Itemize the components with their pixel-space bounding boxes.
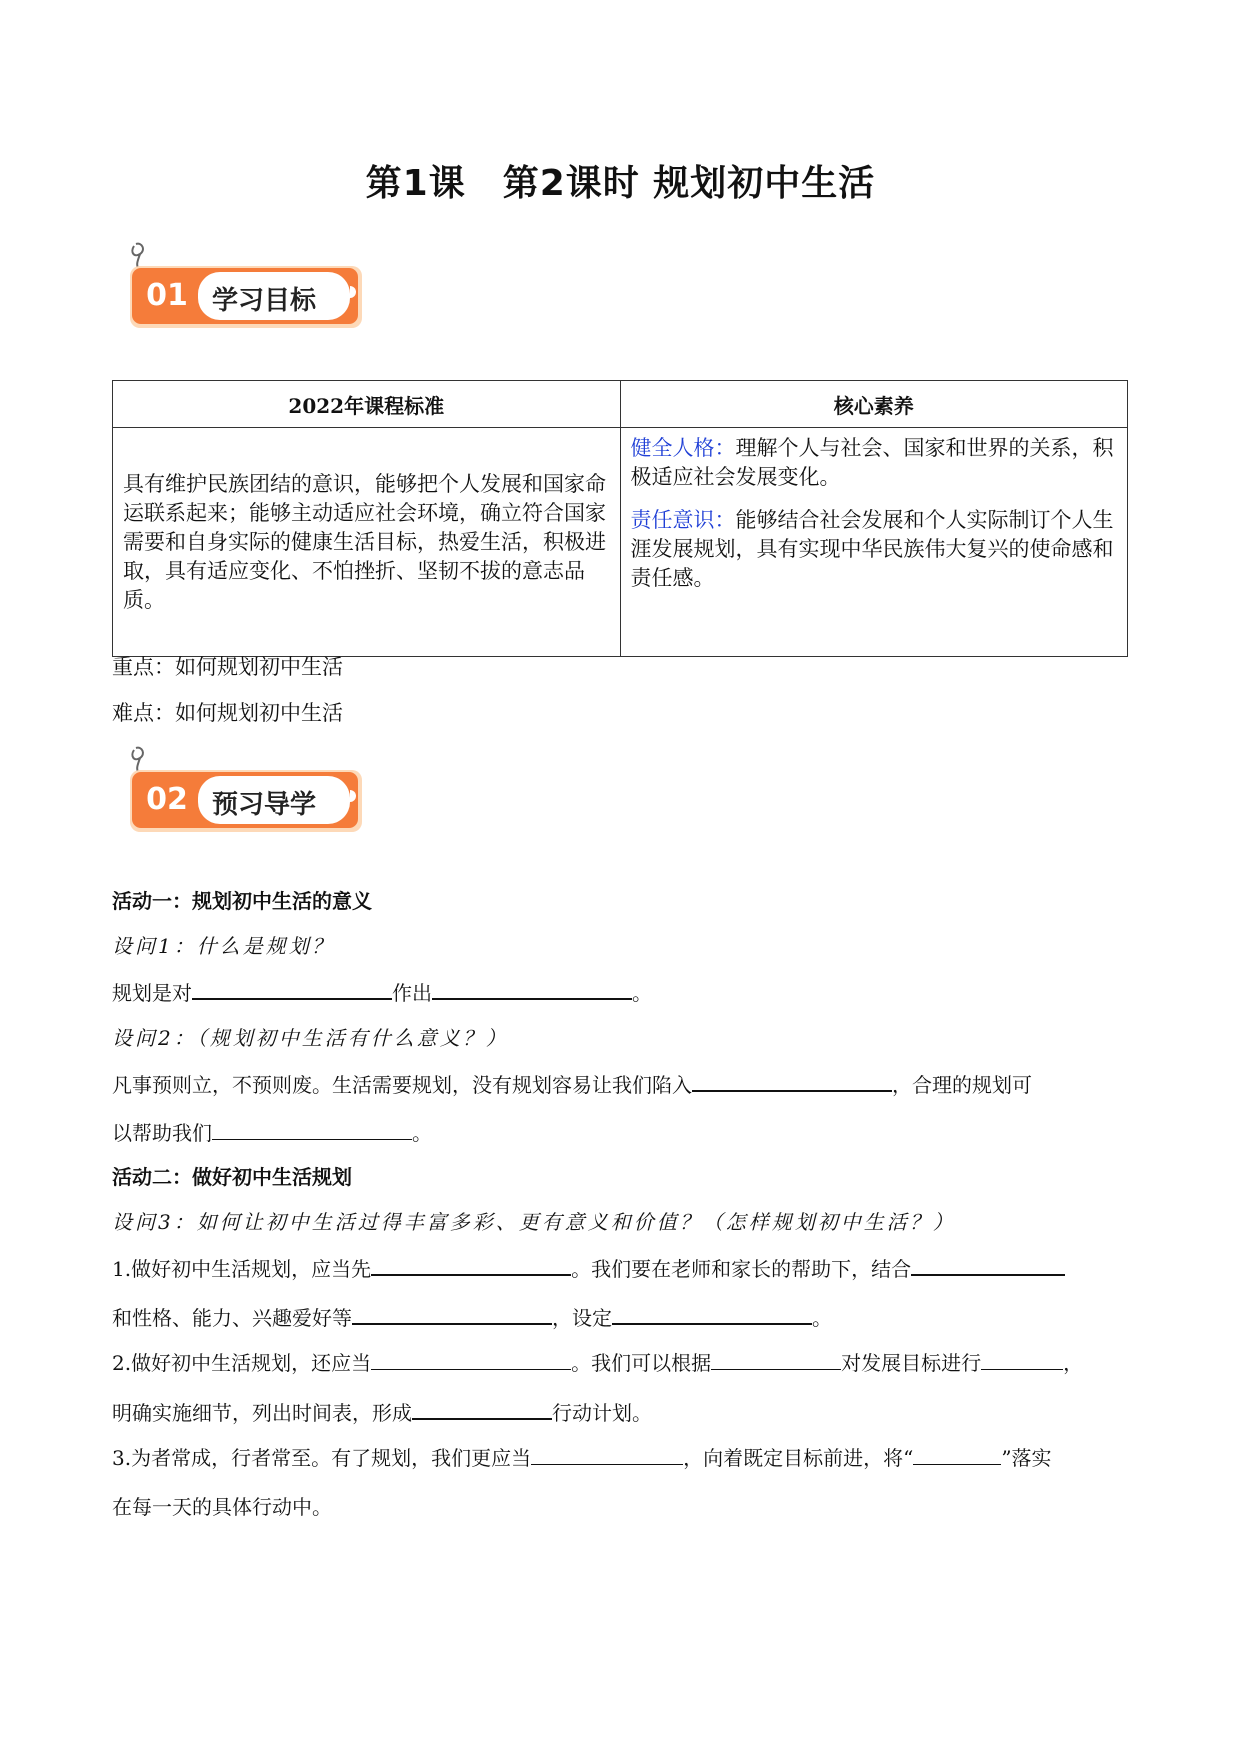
- table-header-core: 核心素养: [620, 381, 1128, 428]
- core-label: 责任意识：: [630, 508, 736, 532]
- fill-line-1: [112, 976, 652, 1006]
- fill-line-4: [112, 1252, 1065, 1282]
- text-segment: ，向着既定目标前进，将“: [683, 1446, 914, 1470]
- text-segment: 作出: [392, 981, 432, 1005]
- difficult-point: 难点：如何规划初中生活: [112, 701, 343, 725]
- blank[interactable]: [531, 1442, 683, 1465]
- blank[interactable]: [981, 1347, 1063, 1370]
- blank[interactable]: [432, 976, 632, 1000]
- text-segment: 行动计划。: [552, 1401, 652, 1425]
- core-label: 健全人格：: [630, 436, 736, 460]
- fill-line-8: [112, 1442, 1052, 1471]
- section-number: 01: [146, 278, 188, 313]
- blank[interactable]: [371, 1347, 571, 1370]
- fill-line-9: 在每一天的具体行动中。: [112, 1495, 332, 1519]
- text-segment: 3.为者常成，行者常至。有了规划，我们更应当: [112, 1446, 532, 1470]
- section-badge-goals: [128, 238, 364, 330]
- text-segment: 对发展目标进行: [841, 1351, 982, 1375]
- core-text: 能够结合社会发展和个人实际制订个人生涯发展规划，具有实现中华民族伟大复兴的使命感和责任感。: [630, 508, 1114, 590]
- text-segment: ，设定: [552, 1306, 612, 1330]
- text-segment: ，: [1063, 1351, 1084, 1375]
- text-segment: 1.做好初中生活规划，应当先: [112, 1257, 372, 1281]
- text-segment: ”落实: [1001, 1446, 1052, 1470]
- question-1: 设问1：什么是规划？: [112, 934, 335, 958]
- text-segment: 。我们可以根据: [571, 1351, 712, 1375]
- activity1-title: 活动一：规划初中生活的意义: [112, 889, 372, 913]
- blank[interactable]: [692, 1068, 892, 1092]
- core-text: 理解个人与社会、国家和世界的关系，积极适应社会发展变化。: [630, 436, 1114, 489]
- blank[interactable]: [612, 1301, 812, 1325]
- section-label: 学习目标: [212, 286, 317, 316]
- core-cell: [620, 428, 1128, 657]
- key-point: 重点：如何规划初中生活: [112, 655, 343, 679]
- section-label: 预习导学: [212, 790, 317, 820]
- text-segment: 。: [812, 1306, 832, 1330]
- text-segment: 2.做好初中生活规划，还应当: [112, 1351, 372, 1375]
- core-item-personality: [631, 434, 1118, 492]
- blank[interactable]: [352, 1301, 552, 1325]
- blank[interactable]: [212, 1117, 412, 1140]
- fill-line-3: [112, 1117, 432, 1146]
- section-number: 02: [146, 782, 188, 817]
- text-segment: 凡事预则立，不预则废。生活需要规划，没有规划容易让我们陷入: [112, 1073, 692, 1097]
- activity2-title: 活动二：做好初中生活规划: [112, 1165, 352, 1189]
- core-item-responsibility: [631, 506, 1118, 593]
- text-segment: 。: [632, 981, 652, 1005]
- curriculum-table: [112, 380, 1128, 657]
- fill-line-6: [112, 1347, 1083, 1376]
- text-segment: 以帮助我们: [112, 1121, 212, 1145]
- question-3: 设问3：如何让初中生活过得丰富多彩、更有意义和价值？（怎样规划初中生活？）: [112, 1210, 956, 1234]
- text-segment: 。: [412, 1121, 432, 1145]
- blank[interactable]: [371, 1252, 571, 1276]
- fill-line-2: [112, 1068, 1032, 1098]
- fill-line-5: [112, 1301, 832, 1331]
- text-segment: 。我们要在老师和家长的帮助下，结合: [571, 1257, 912, 1281]
- blank[interactable]: [412, 1396, 552, 1420]
- blank[interactable]: [711, 1347, 841, 1370]
- standard-cell: 具有维护民族团结的意识，能够把个人发展和国家命运联系起来；能够主动适应社会环境，确立符合国家需要和自身实际的健康生活目标，热爱生活，积极进取，具有适应变化、不怕挫折、坚韧不拔的意志品质。: [113, 428, 621, 657]
- page-title: 第1课 第2课时 规划初中生活: [365, 163, 876, 204]
- blank[interactable]: [192, 976, 392, 1000]
- question-2: 设问2：（规划初中生活有什么意义？）: [112, 1026, 509, 1050]
- section-badge-preview: [128, 742, 364, 834]
- text-segment: 和性格、能力、兴趣爱好等: [112, 1306, 352, 1330]
- text-segment: 规划是对: [112, 981, 192, 1005]
- blank[interactable]: [911, 1252, 1065, 1276]
- table-header-standard: 2022年课程标准: [113, 381, 621, 428]
- text-segment: 明确实施细节，列出时间表，形成: [112, 1401, 412, 1425]
- fill-line-7: [112, 1396, 652, 1426]
- text-segment: ，合理的规划可: [892, 1073, 1032, 1097]
- blank[interactable]: [913, 1442, 1001, 1465]
